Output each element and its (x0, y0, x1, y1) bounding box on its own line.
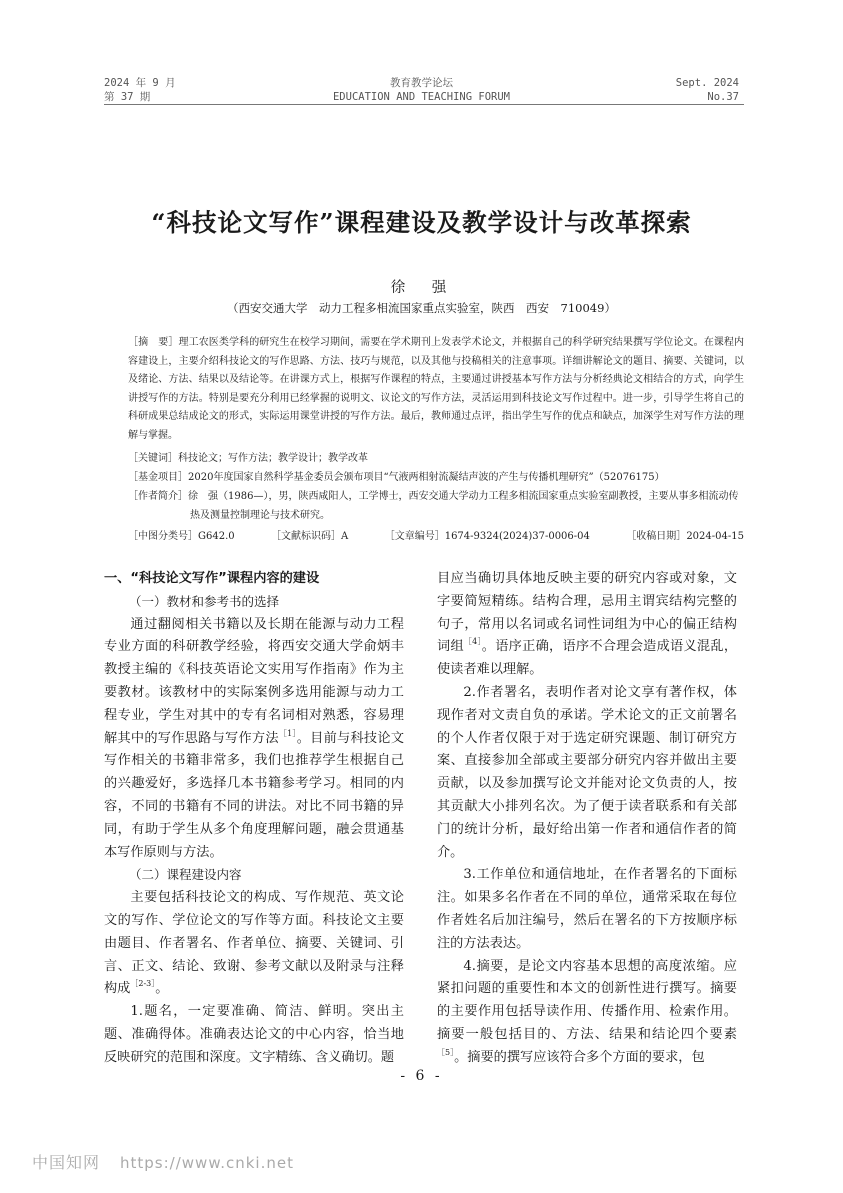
citation: ［1］ (278, 728, 297, 738)
abstract-text: 理工农医类学科的研究生在校学习期间，需要在学术期刊上发表学术论文，并根据自己的科学研究结果撰写学位论文。在课程内容建设上，主要介绍科技论文的写作思路、方法、技巧与规范，以及其他与投稿相关的注意事项。详细讲解论文的题目、摘要、关键词，以及绪论、方法、结果以及结论等。在讲课方式上，根据写作课程的特点，主要通过讲授基本写作方法与分析经典论文相结合的方式，向学生讲授写作的方法。特别是要充分利用已经掌握的说明文、议论文的写作方法，灵活运用到科技论文写作过程中。进一步，引导学生将自己的科研成果总结成论文的形式，实际运用课堂讲授的写作方法。最后，教师通过点评，指出学生写作的优点和缺点，加深学生对写作方法的理解与掌握。 (128, 337, 744, 441)
article-number-value: 1674-9324(2024)37-0006-04 (444, 531, 590, 542)
paragraph (104, 887, 404, 1001)
section-heading: 一、“科技论文写作”课程内容的建设 (104, 571, 320, 586)
paragraph-text: 通过翻阅相关书籍以及长期在能源与动力工程专业方面的科研教学经验，将西安交通大学俞炳丰教授主编的《科技英语论文实用写作指南》作为主要教材。该教材中的实际案例多选用能源与动力工程专业，学生对其中的专有名词相对熟悉，容易理解其中的写作思路与写作方法 (104, 616, 404, 746)
issue-number: 第 37 期 (104, 91, 151, 103)
fund-text: 2020年度国家自然科学基金委员会颁布项目“气液两相射流凝结声波的产生与传播机理研究”（52076175） (188, 472, 665, 483)
body-left-column (104, 568, 404, 1070)
issue-month-en: Sept. 2024 (675, 77, 739, 89)
author-affiliation: （西安交通大学 动力工程多相流国家重点实验室，陕西 西安 710049） (227, 301, 616, 315)
keywords-label: ［关键词］ (128, 453, 178, 464)
paragraph-text: 。摘要的撰写应该符合多个方面的要求，包 (454, 1049, 705, 1065)
paragraph (104, 614, 404, 865)
paragraph-text: 。 (155, 981, 169, 997)
body-right-column (437, 568, 737, 1070)
paragraph-text: 。目前与科技论文写作相关的书籍非常多，我们也推荐学生根据自己的兴趣爱好，多选择几本书籍参考学习。相同的内容，不同的书籍有不同的讲法。对比不同书籍的异同，有助于学生从多个角度理解问题，融会贯通基本写作原则与方法。 (104, 730, 405, 860)
subsection-heading: （一）教材和参考书的选择 (129, 593, 280, 609)
cnki-watermark (32, 1150, 294, 1173)
classification-row (128, 528, 744, 547)
header-rule (104, 104, 744, 105)
subsection-heading: （二）课程建设内容 (129, 867, 242, 883)
clc-field (128, 528, 235, 547)
issue-month: 2024 年 9 月 (104, 77, 176, 89)
citation: ［2-3］ (130, 979, 156, 989)
received-date-label: ［收稿日期］ (626, 531, 687, 542)
received-date-field (626, 528, 744, 547)
bio-label: ［作者简介］ (128, 491, 188, 502)
keywords-text: 科技论文；写作方法；教学设计；教学改革 (178, 453, 368, 464)
article-number-field (385, 528, 590, 547)
paragraph (437, 956, 737, 1070)
page-number: - 6 - (400, 1068, 443, 1084)
author-bio (128, 488, 744, 525)
article-number-label: ［文章编号］ (384, 531, 445, 542)
cnki-url: https://www.cnki.net (120, 1154, 294, 1172)
keywords (128, 450, 744, 469)
paragraph-text: 目应当确切具体地反映主要的研究内容或对象，文字要简短精练。结构合理，忌用主谓宾结构完整的句子，常用以名词或名词性词组为中心的偏正结构词组 (437, 571, 737, 655)
doc-code-label: ［文献标识码］ (271, 531, 342, 542)
fund-project (128, 469, 744, 488)
paragraph: 1.题名，一定要准确、简洁、鲜明。突出主题、准确得体。准确表达论文的中心内容，恰当地反映研究的范围和深度。文字精练、含义确切。题 (104, 1004, 404, 1065)
cnki-site-name: 中国知网 (32, 1153, 101, 1172)
paragraph-text: 。语序正确，语序不合理会造成语义混乱，使读者难以理解。 (437, 639, 738, 678)
fund-label: ［基金项目］ (128, 472, 188, 483)
issue-date-en (676, 76, 739, 104)
paragraph (437, 568, 737, 682)
received-date-value: 2024-04-15 (686, 531, 744, 542)
journal-name-en: EDUCATION AND TEACHING FORUM (332, 91, 510, 103)
citation: ［4］ (463, 637, 482, 647)
abstract (128, 334, 744, 445)
paragraph-text: 主要包括科技论文的构成、写作规范、英文论文的写作、学位论文的写作等方面。科技论文主要由题目、作者署名、作者单位、摘要、关键词、引言、正文、结论、致谢、参考文献以及附录与注释构成 (104, 890, 404, 997)
bio-text: 徐 强（1986—），男，陕西咸阳人，工学博士，西安交通大学动力工程多相流国家重点实验室副教授，主要从事多相流动传热及测量控制理论与技术研究。 (188, 491, 739, 521)
abstract-label: ［摘 要］ (128, 337, 179, 348)
citation: ［5］ (437, 1047, 455, 1057)
doc-code-field (271, 528, 348, 547)
clc-value: G642.0 (198, 531, 235, 542)
journal-name-cn: 教育教学论坛 (390, 77, 453, 89)
article-title: “科技论文写作”课程建设及教学设计与改革探索 (151, 208, 692, 237)
paragraph: 3.工作单位和通信地址，在作者署名的下面标注。如果多名作者在不同的单位，通常采取在每位作者姓名后加注编号，然后在署名的下方按顺序标注的方法表达。 (437, 867, 737, 951)
issue-number-en: No.37 (707, 91, 739, 103)
article-author: 徐 强 (390, 280, 453, 296)
paragraph: 2.作者署名，表明作者对论文享有著作权，体现作者对文责自负的承诺。学术论文的正文前署名的个人作者仅限于对于选定研究课题、制订研究方案、直接参加全部或主要部分研究内容并做出主要贡献，以及参加撰写论文并能对论文负责的人，按其贡献大小排列名次。为了便于读者联系和有关部门的统计分析，最好给出第一作者和通信作者的简介。 (437, 684, 737, 860)
clc-label: ［中图分类号］ (128, 531, 198, 542)
doc-code-value: A (341, 531, 349, 542)
paragraph-text: 4.摘要，是论文内容基本思想的高度浓缩。应紧扣问题的重要性和本文的创新性进行撰写。摘要的主要作用包括导读作用、传播作用、检索作用。摘要一般包括目的、方法、结果和结论四个要素 (437, 958, 737, 1042)
